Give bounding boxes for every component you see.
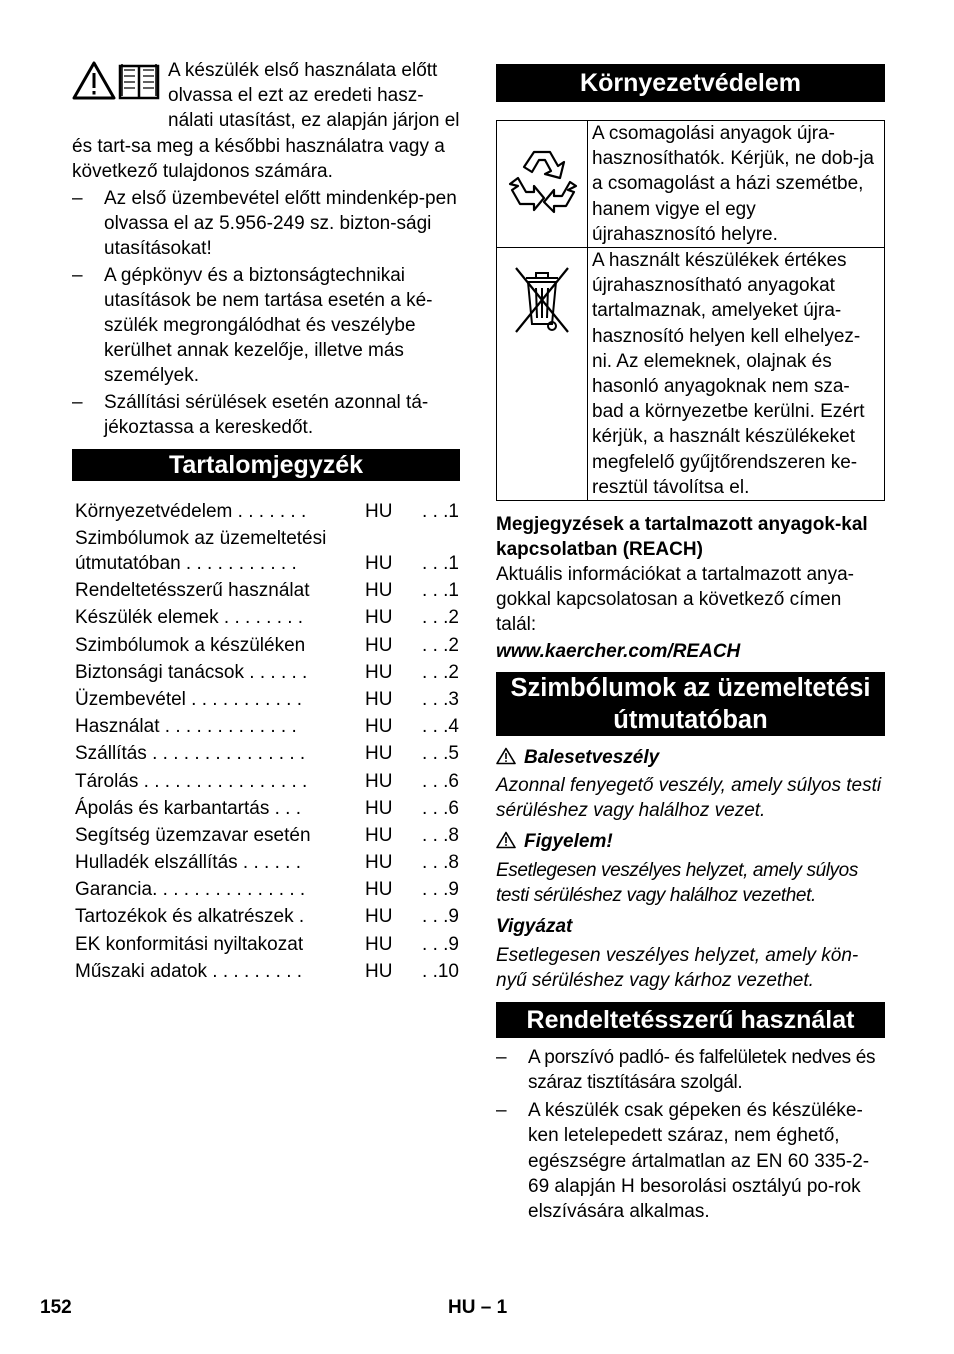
warning-text: Esetlegesen veszélyes helyzet, amely súlyos testi sérüléshez vagy halálhoz vezethet. (496, 859, 858, 906)
caution-label: Vigyázat (496, 916, 573, 938)
right-column (496, 58, 885, 1224)
toc-title: Környezetvédelem . . . . . . . (75, 501, 307, 523)
toc-title: Biztonsági tanácsok . . . . . . (75, 661, 308, 683)
toc-lang: HU (365, 824, 393, 846)
toc-title: Üzembevétel . . . . . . . . . . . (75, 688, 303, 710)
toc-lang: HU (365, 553, 393, 575)
reach-url[interactable]: www.kaercher.com/REACH (496, 640, 741, 662)
intended-use-heading: Rendeltetésszerű használat (496, 1002, 885, 1038)
toc-lang: HU (365, 797, 393, 819)
toc-lang: HU (365, 906, 393, 928)
environment-table (496, 120, 885, 501)
toc-entry[interactable] (75, 823, 460, 850)
caution-text: Esetlegesen veszélyes helyzet, amely kön-nyű sérüléshez vagy kárhoz vezethet. (496, 945, 859, 992)
section-label: HU – 1 (448, 1297, 508, 1318)
toc-title: EK konformitási nyiltakozat (75, 933, 304, 955)
left-column (72, 58, 460, 986)
toc-entry[interactable] (75, 633, 460, 660)
warning-triangle-icon (496, 747, 516, 765)
toc-title: Tárolás . . . . . . . . . . . . . . . . (75, 770, 308, 792)
toc-page: . . .5 (422, 743, 459, 765)
table-of-contents (72, 499, 460, 986)
toc-title: Használat . . . . . . . . . . . . . (75, 716, 297, 738)
recycle-icon-cell (497, 121, 588, 248)
toc-entry[interactable] (75, 526, 460, 578)
warning-triangle-icon (496, 831, 516, 849)
page-number: 152 (40, 1297, 72, 1318)
toc-lang: HU (365, 688, 393, 710)
toc-lang: HU (365, 933, 393, 955)
toc-entry[interactable] (75, 499, 460, 526)
danger-label-line (496, 745, 885, 770)
toc-page: . . .2 (422, 634, 459, 656)
table-row (497, 121, 885, 248)
warning-manual-icon (72, 60, 164, 102)
toc-page: . .10 (422, 960, 459, 982)
toc-lang: HU (365, 634, 393, 656)
toc-entry[interactable] (75, 769, 460, 796)
table-row (497, 248, 885, 501)
toc-lang: HU (365, 580, 393, 602)
toc-page: . . .1 (422, 501, 459, 523)
toc-title: Szállítás . . . . . . . . . . . . . . . (75, 743, 306, 765)
toc-page: . . .3 (422, 688, 459, 710)
toc-title: Ápolás és karbantartás . . . (75, 797, 302, 819)
crossed-bin-icon-cell (497, 248, 588, 501)
list-item: – Szállítási sérülések esetén azonnal tá-jékoztassa a kereskedőt. (72, 390, 460, 440)
intro (72, 58, 460, 184)
toc-title: Tartozékok és alkatrészek . (75, 906, 305, 928)
danger-label: Balesetveszély (524, 746, 660, 768)
list-item: – Az első üzembevétel előtt mindenkép-pen olvassa el az 5.956-249 sz. bizton-sági utasításokat! (72, 186, 460, 262)
toc-page: . . .9 (422, 879, 459, 901)
symbols-heading: Szimbólumok az üzemeltetési útmutatóban (496, 672, 885, 736)
toc-title: Műszaki adatok . . . . . . . . . (75, 960, 303, 982)
intro-text: A készülék első használata előtt olvassa el ezt az eredeti hasz-nálati utasítást, ez alapján járjon el és tart-sa meg a későbbi használatra vagy a következő tulajdonos számára. (72, 60, 460, 182)
toc-title: Hulladék elszállítás . . . . . . (75, 852, 301, 874)
toc-lang: HU (365, 716, 393, 738)
toc-lang: HU (365, 501, 393, 523)
toc-heading: Tartalomjegyzék (72, 449, 460, 481)
toc-title: Szimbólumok a készüléken (75, 634, 306, 656)
toc-entry[interactable] (75, 932, 460, 959)
toc-page: . . .8 (422, 824, 459, 846)
toc-lang: HU (365, 852, 393, 874)
recycle-icon (504, 142, 580, 218)
danger-text: Azonnal fenyegető veszély, amely súlyos testi sérüléshez vagy halálhoz vezet. (496, 775, 882, 822)
crossed-bin-icon (512, 262, 572, 336)
toc-entry[interactable] (75, 796, 460, 823)
reach-heading: Megjegyzések a tartalmazott anyagok-kal kapcsolatban (REACH) (496, 514, 868, 560)
toc-entry[interactable] (75, 741, 460, 768)
toc-page: . . .2 (422, 661, 459, 683)
list-item: – A porszívó padló- és falfelületek nedves és száraz tisztítására szolgál. (496, 1045, 885, 1095)
toc-page: . . .9 (422, 933, 459, 955)
toc-title: Rendeltetésszerű használat (75, 580, 310, 602)
toc-page: . . .1 (422, 580, 459, 602)
environment-text-1: A csomagolási anyagok újra-hasznosíthatók. Kérjük, ne dob-ja a csomagolást a házi szemétbe, hanem vigye el egy újrahasznosító helyre. (588, 121, 885, 248)
toc-entry[interactable] (75, 850, 460, 877)
toc-page: . . .6 (422, 770, 459, 792)
toc-entry[interactable] (75, 660, 460, 687)
toc-entry[interactable] (75, 578, 460, 605)
toc-lang: HU (365, 661, 393, 683)
environment-heading: Környezetvédelem (496, 64, 885, 102)
toc-lang: HU (365, 770, 393, 792)
list-item: – A készülék csak gépeken és készüléke-ken letelepedett száraz, nem éghető, egészségre ártalmatlan az EN 60 335-2-69 alapján H besorolási osztályú po-rok elszívására alkalmas. (496, 1098, 885, 1224)
toc-lang: HU (365, 960, 393, 982)
toc-title: Garancia. . . . . . . . . . . . . . . (75, 879, 306, 901)
warning-label-line (496, 829, 885, 854)
toc-lang: HU (365, 879, 393, 901)
toc-page: . . .1 (422, 553, 459, 575)
toc-page: . . .2 (422, 607, 459, 629)
list-item: – A gépkönyv és a biztonságtechnikai utasítások be nem tartása esetén a ké-szülék megrongálódhat és veszélybe kerülhet annak kezelője, illetve más személyek. (72, 263, 460, 389)
toc-title: Szimbólumok az üzemeltetési útmutatóban . . . . . . . . . . . (75, 528, 327, 575)
toc-title: Segítség üzemzavar esetén (75, 824, 311, 846)
toc-page: . . .6 (422, 797, 459, 819)
toc-entry[interactable] (75, 959, 460, 986)
toc-entry[interactable] (75, 687, 460, 714)
intro-bullets (72, 186, 460, 440)
intended-use-bullets (496, 1045, 885, 1224)
toc-page: . . .9 (422, 906, 459, 928)
toc-entry[interactable] (75, 605, 460, 632)
toc-entry[interactable] (75, 714, 460, 741)
toc-page: . . .8 (422, 852, 459, 874)
reach-text: Aktuális információkat a tartalmazott anya-gokkal kapcsolatosan a következő címen talál: (496, 564, 854, 636)
toc-lang: HU (365, 607, 393, 629)
toc-entry[interactable] (75, 877, 460, 904)
toc-lang: HU (365, 743, 393, 765)
warning-label: Figyelem! (524, 831, 613, 853)
toc-entry[interactable] (75, 904, 460, 931)
intro-icons (72, 60, 164, 110)
environment-text-2: A használt készülékek értékes újrahasznosítható anyagokat tartalmaznak, amelyeket újra-hasznosító helyen kell elhelyez-ni. Az elemeknek, olajnak és hasonló anyagoknak nem sza-bad a környezetbe kerülni. Ezért kérjük, a használt készülékeket megfelelő gyűjtőrendszeren ke-resztül távolítsa el. (588, 248, 885, 501)
toc-page: . . .4 (422, 716, 459, 738)
toc-title: Készülék elemek . . . . . . . . (75, 607, 304, 629)
